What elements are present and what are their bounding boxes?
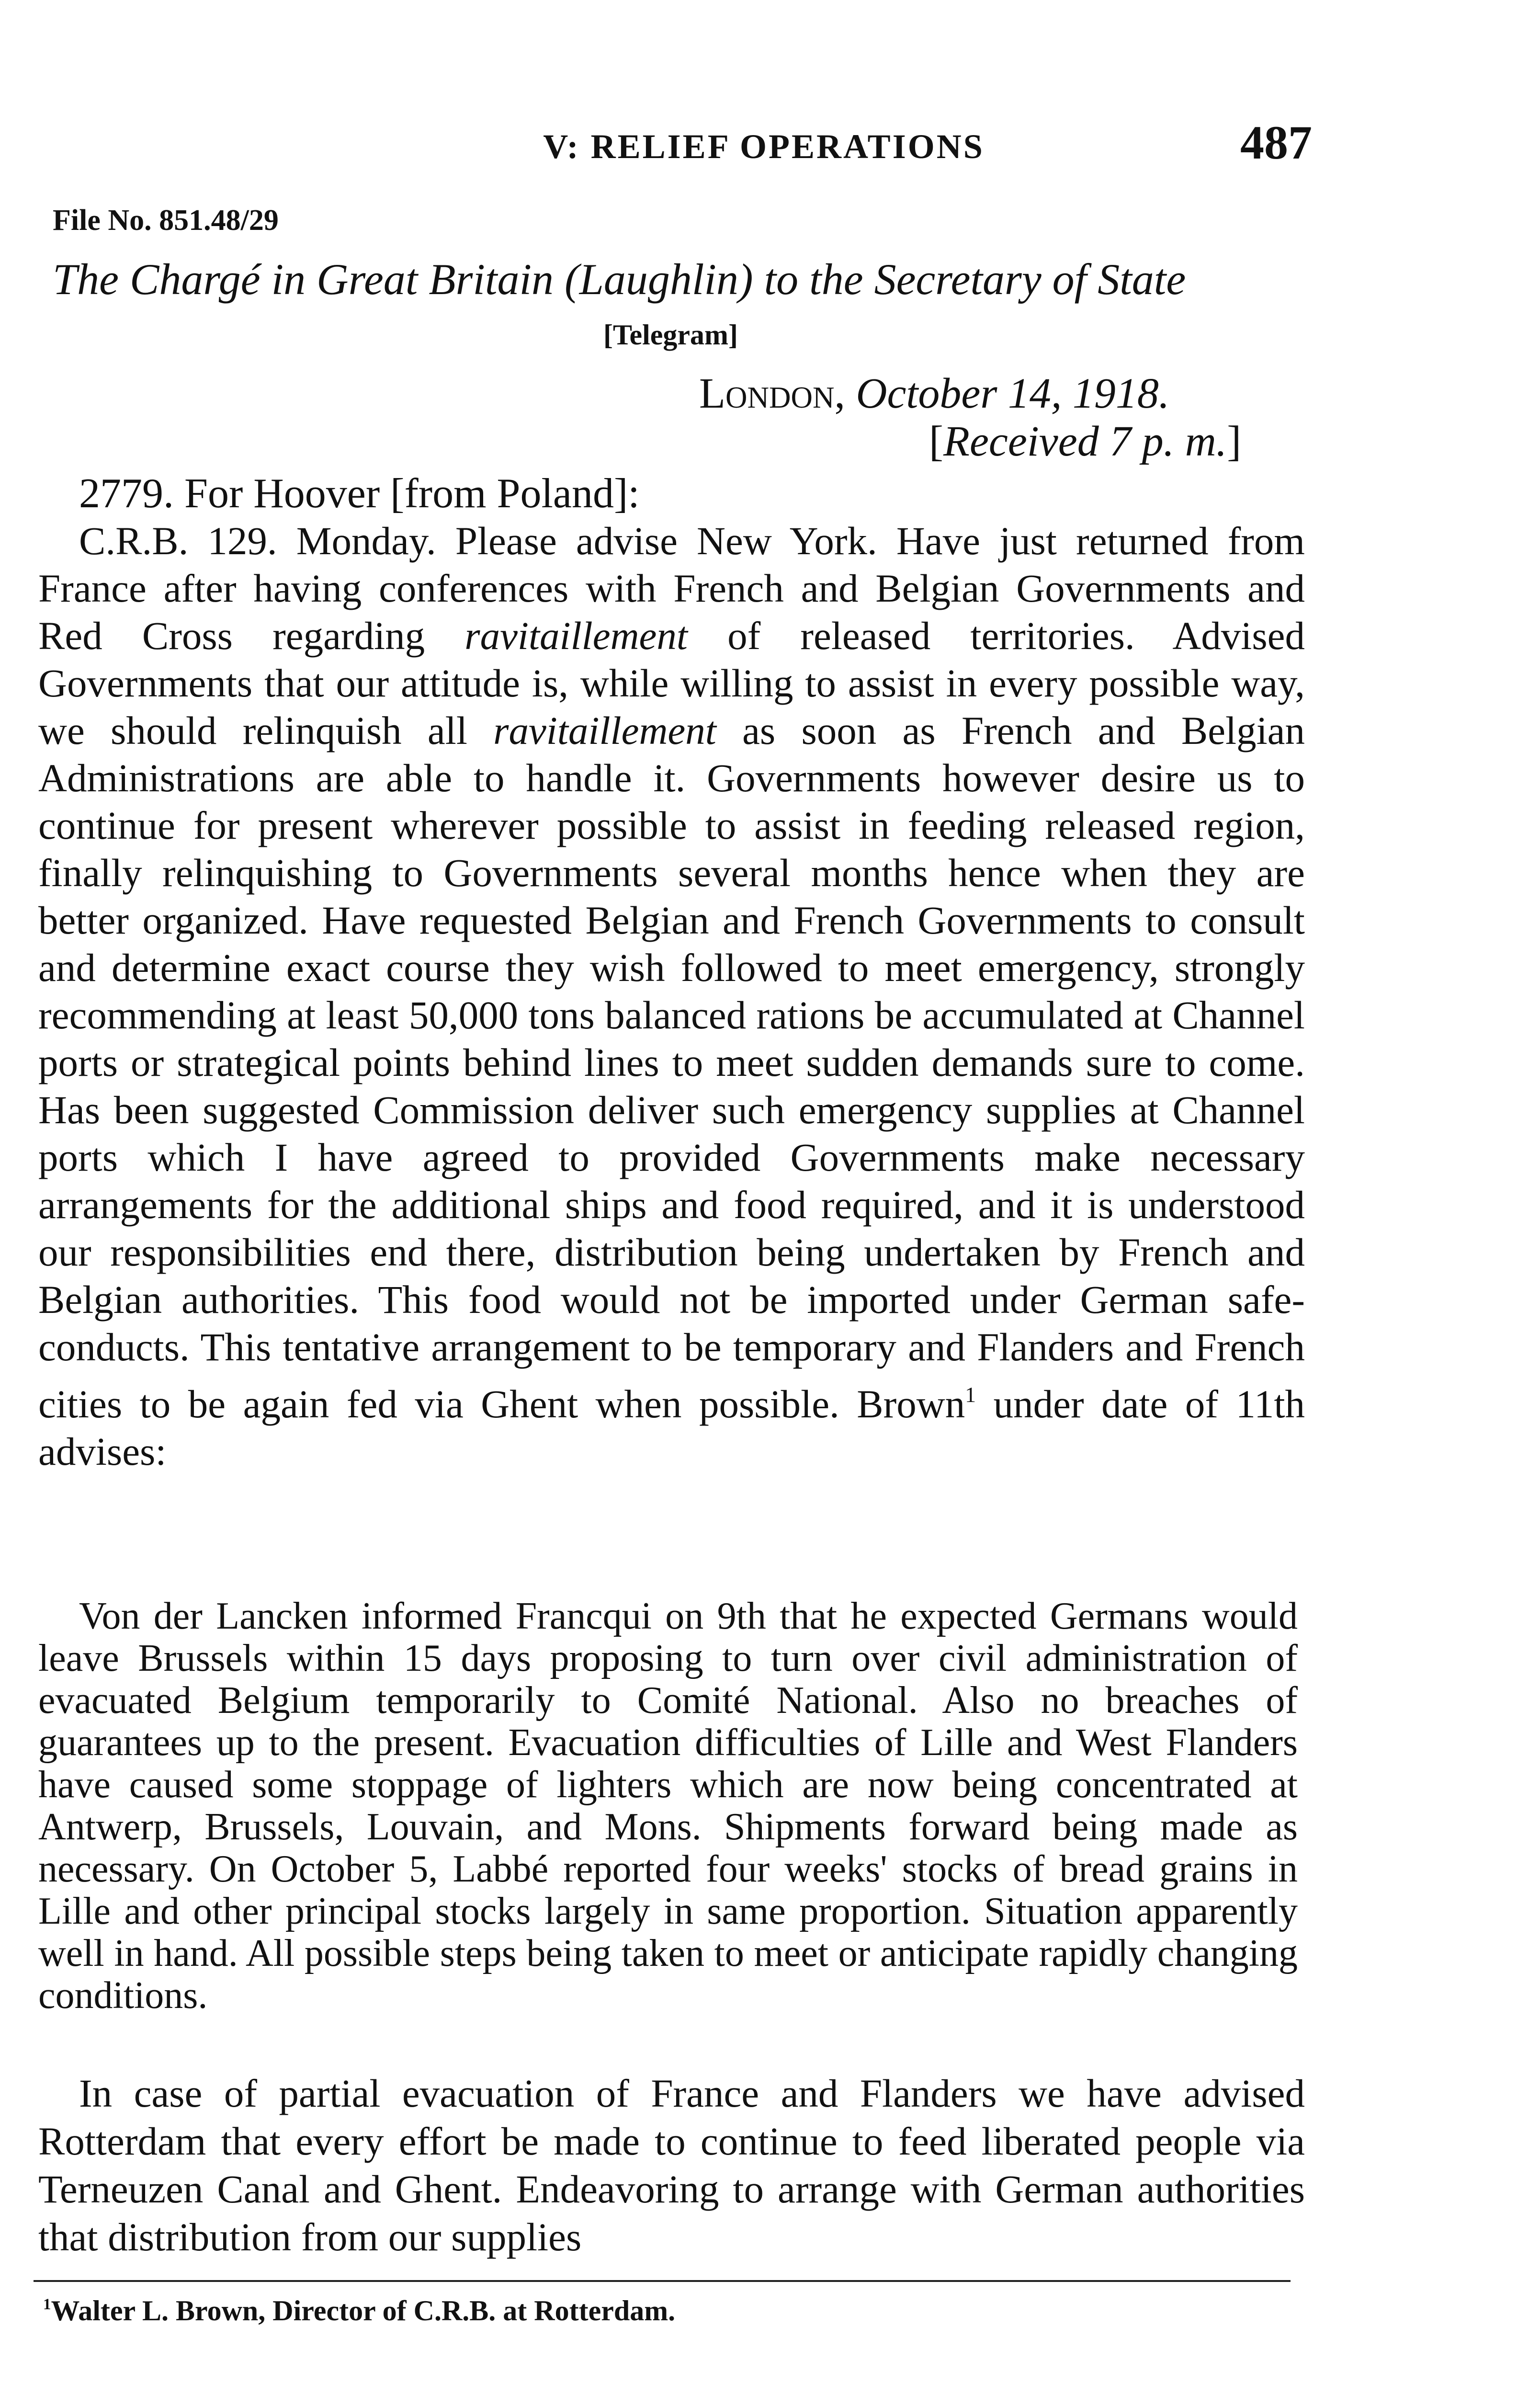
page-number: 487 [1240,116,1312,169]
quoted-paragraph: Von der Lancken informed Francqui on 9th that he expected Germans would leave Brussels within 15 days proposing to turn over civil administration of evacuated Belgium temporarily to Comité National. Also no breaches of guarantees up to the present. Evacuation difficulties of Lille and West Flanders have caused some stoppage of lighters which are now being concentrated at Antwerp, Brussels, Louvain, and Mons. Shipments forward being made as necessary. On October 5, Labbé reported four weeks' stocks of bread grains in Lille and other principal stocks largely in same proportion. Situation apparently well in hand. All possible steps being taken to meet or anticipate rapidly changing conditions. [38,1595,1298,2017]
received-open-bracket: [ [929,418,943,465]
italic-term-1: ravitaillement [464,614,688,658]
dateline [699,369,1169,418]
running-header: V: RELIEF OPERATIONS [543,127,985,166]
message-opening: 2779. For Hoover [from Poland]: [79,470,640,517]
footnote [43,2294,675,2327]
closing-paragraph: In case of partial evacuation of France and Flanders we have advised Rotterdam that every effort be made to continue to feed liberated people via Terneuzen Canal and Ghent. Endeavoring to arrange with German authorities that distribution from our supplies [38,2071,1305,2259]
footnote-divider [34,2280,1291,2282]
footnote-reference: 1 [965,1382,976,1407]
footnote-text: Walter L. Brown, Director of C.R.B. at Rotterdam. [51,2295,676,2327]
dateline-place: London, [699,370,845,417]
document-title: The Chargé in Great Britain (Laughlin) to the Secretary of State [53,255,1186,304]
received-text: Received 7 p. m. [943,418,1227,465]
received-note [929,417,1241,466]
main-paragraph-part-c: as soon as French and Belgian Administrations are able to handle it. Governments however desire us to continue for present wherever possible to assist in feeding released region, finally relinquishing to Governments several months hence when they are better organized. Have requested Belgian and French Governments to consult and determine exact course they wish followed to meet emergency, strongly recommending at least 50,000 tons balanced rations be accumulated at Channel ports or strategical points behind lines to meet sudden demands sure to come. Has been suggested Commission deliver such emergency supplies at Channel ports which I have agreed to provided Governments make necessary arrangements for the additional ships and food required, and it is understood our responsibilities end there, distribution being undertaken by French and Belgian authorities. This food would not be imported under German safe-conducts. This tentative arrangement to be temporary and Flanders and French cities to be again fed via Ghent when possible. Brown [38,708,1305,1426]
footnote-marker: 1 [43,2295,51,2313]
file-number: File No. 851.48/29 [53,204,279,237]
main-paragraph [38,517,1305,1475]
main-paragraph-part-d: under date of 11th advises: [38,1381,1305,1473]
main-paragraph-part-a: C.R.B. 129. Monday. Please advise New York. Have just returned from France after having conferences with French and Belgian Governments and Red Cross regarding [38,519,1305,658]
received-close-bracket: ] [1227,418,1242,465]
telegram-label: [Telegram] [603,319,738,351]
dateline-date: October 14, 1918. [856,370,1170,417]
main-paragraph-part-b: of released territories. Advised Governments that our attitude is, while willing to assist in every possible way, we should relinquish all [38,614,1305,753]
italic-term-2: ravitaillement [493,708,716,753]
